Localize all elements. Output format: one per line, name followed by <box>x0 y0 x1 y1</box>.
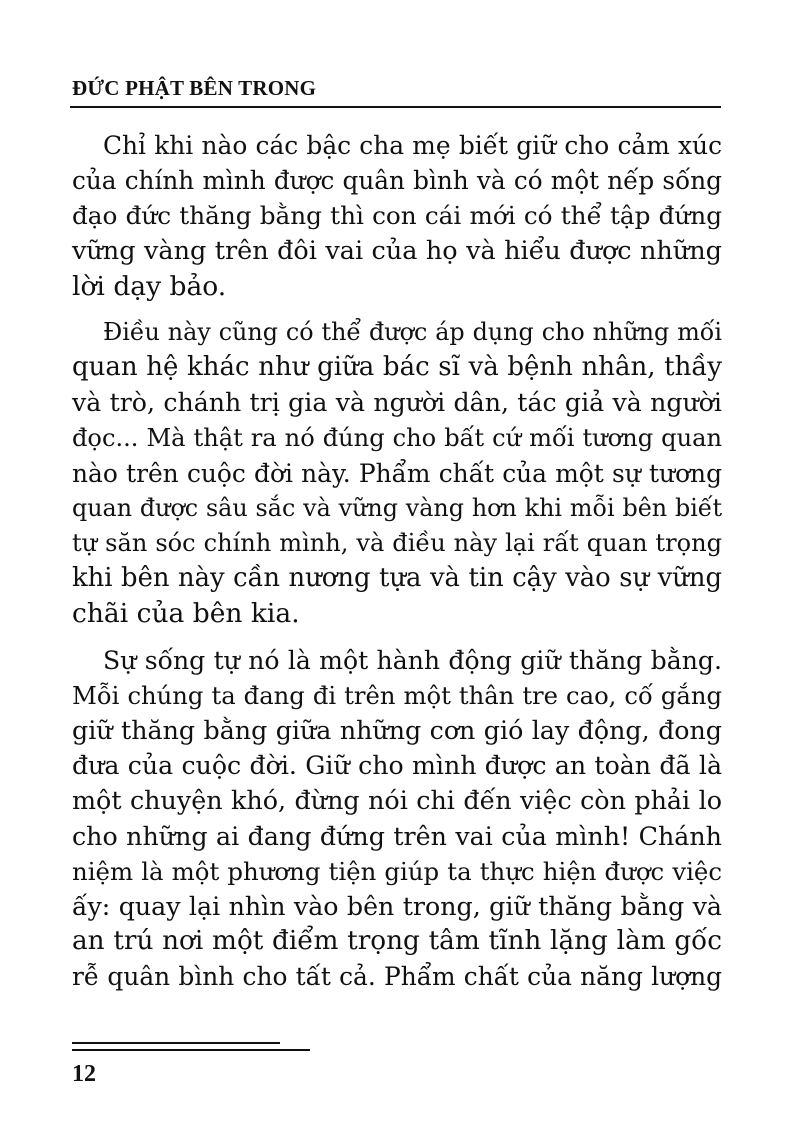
text-line: đạo đức thăng bằng thì con cái mới có thể tập đứng <box>72 201 722 231</box>
text-line: an trú nơi một điểm trọng tâm tĩnh lặng làm gốc <box>72 926 722 957</box>
text-line: Chỉ khi nào các bậc cha mẹ biết giữ cho cảm xúc <box>103 131 722 160</box>
text-line: niệm là một phương tiện giúp ta thực hiện được việc <box>72 856 722 886</box>
text-line: Điều này cũng có thể được áp dụng cho những mối <box>103 317 722 346</box>
text-line: giữ thăng bằng giữa những cơn gió lay động, đong <box>72 716 722 745</box>
paragraph <box>72 315 722 632</box>
text-line: một chuyện khó, đừng nói chi đến việc còn phải lo <box>72 785 722 816</box>
running-head: ĐỨC PHẬT BÊN TRONG <box>72 76 317 100</box>
paragraph <box>72 643 722 995</box>
text-line: chãi của bên kia. <box>72 598 300 630</box>
paragraph-spacer <box>72 632 722 643</box>
text-line: quan được sâu sắc và vững vàng hơn khi mỗi bên biết <box>72 493 722 522</box>
text-line: tự săn sóc chính mình, và điều này lại rất quan trọng <box>72 529 722 558</box>
body-text <box>72 128 722 995</box>
text-line: khi bên này cần nương tựa và tin cậy vào sự vững <box>72 563 722 594</box>
text-line: vững vàng trên đôi vai của họ và hiểu được những <box>72 235 722 266</box>
footer-rule-short <box>72 1042 280 1044</box>
text-line: đưa của cuộc đời. Giữ cho mình được an toàn đã là <box>72 751 722 781</box>
text-line: Sự sống tự nó là một hành động giữ thăng bằng. <box>103 645 722 675</box>
paragraph <box>72 128 722 304</box>
text-line: ấy: quay lại nhìn vào bên trong, giữ thăng bằng và <box>72 891 722 921</box>
text-line: Mỗi chúng ta đang đi trên một thân tre cao, cố gắng <box>72 680 722 710</box>
text-line: đọc... Mà thật ra nó đúng cho bất cứ mối tương quan <box>72 423 722 452</box>
text-line: rễ quân bình cho tất cả. Phẩm chất của năng lượng <box>72 962 722 992</box>
text-line: quan hệ khác như giữa bác sĩ và bệnh nhân, thầy <box>72 352 722 383</box>
text-line: nào trên cuộc đời này. Phẩm chất của một sự tương <box>72 458 722 488</box>
text-line: cho những ai đang đứng trên vai của mình! Chánh <box>72 820 722 851</box>
text-line: của chính mình được quân bình và có một nếp sống <box>72 166 722 196</box>
footer-rule-long <box>72 1049 310 1051</box>
page-number: 12 <box>72 1061 96 1087</box>
text-line: lời dạy bảo. <box>72 270 227 302</box>
paragraph-spacer <box>72 304 722 315</box>
header-rule <box>70 106 721 108</box>
text-line: và trò, chánh trị gia và người dân, tác giả và người <box>72 388 722 418</box>
